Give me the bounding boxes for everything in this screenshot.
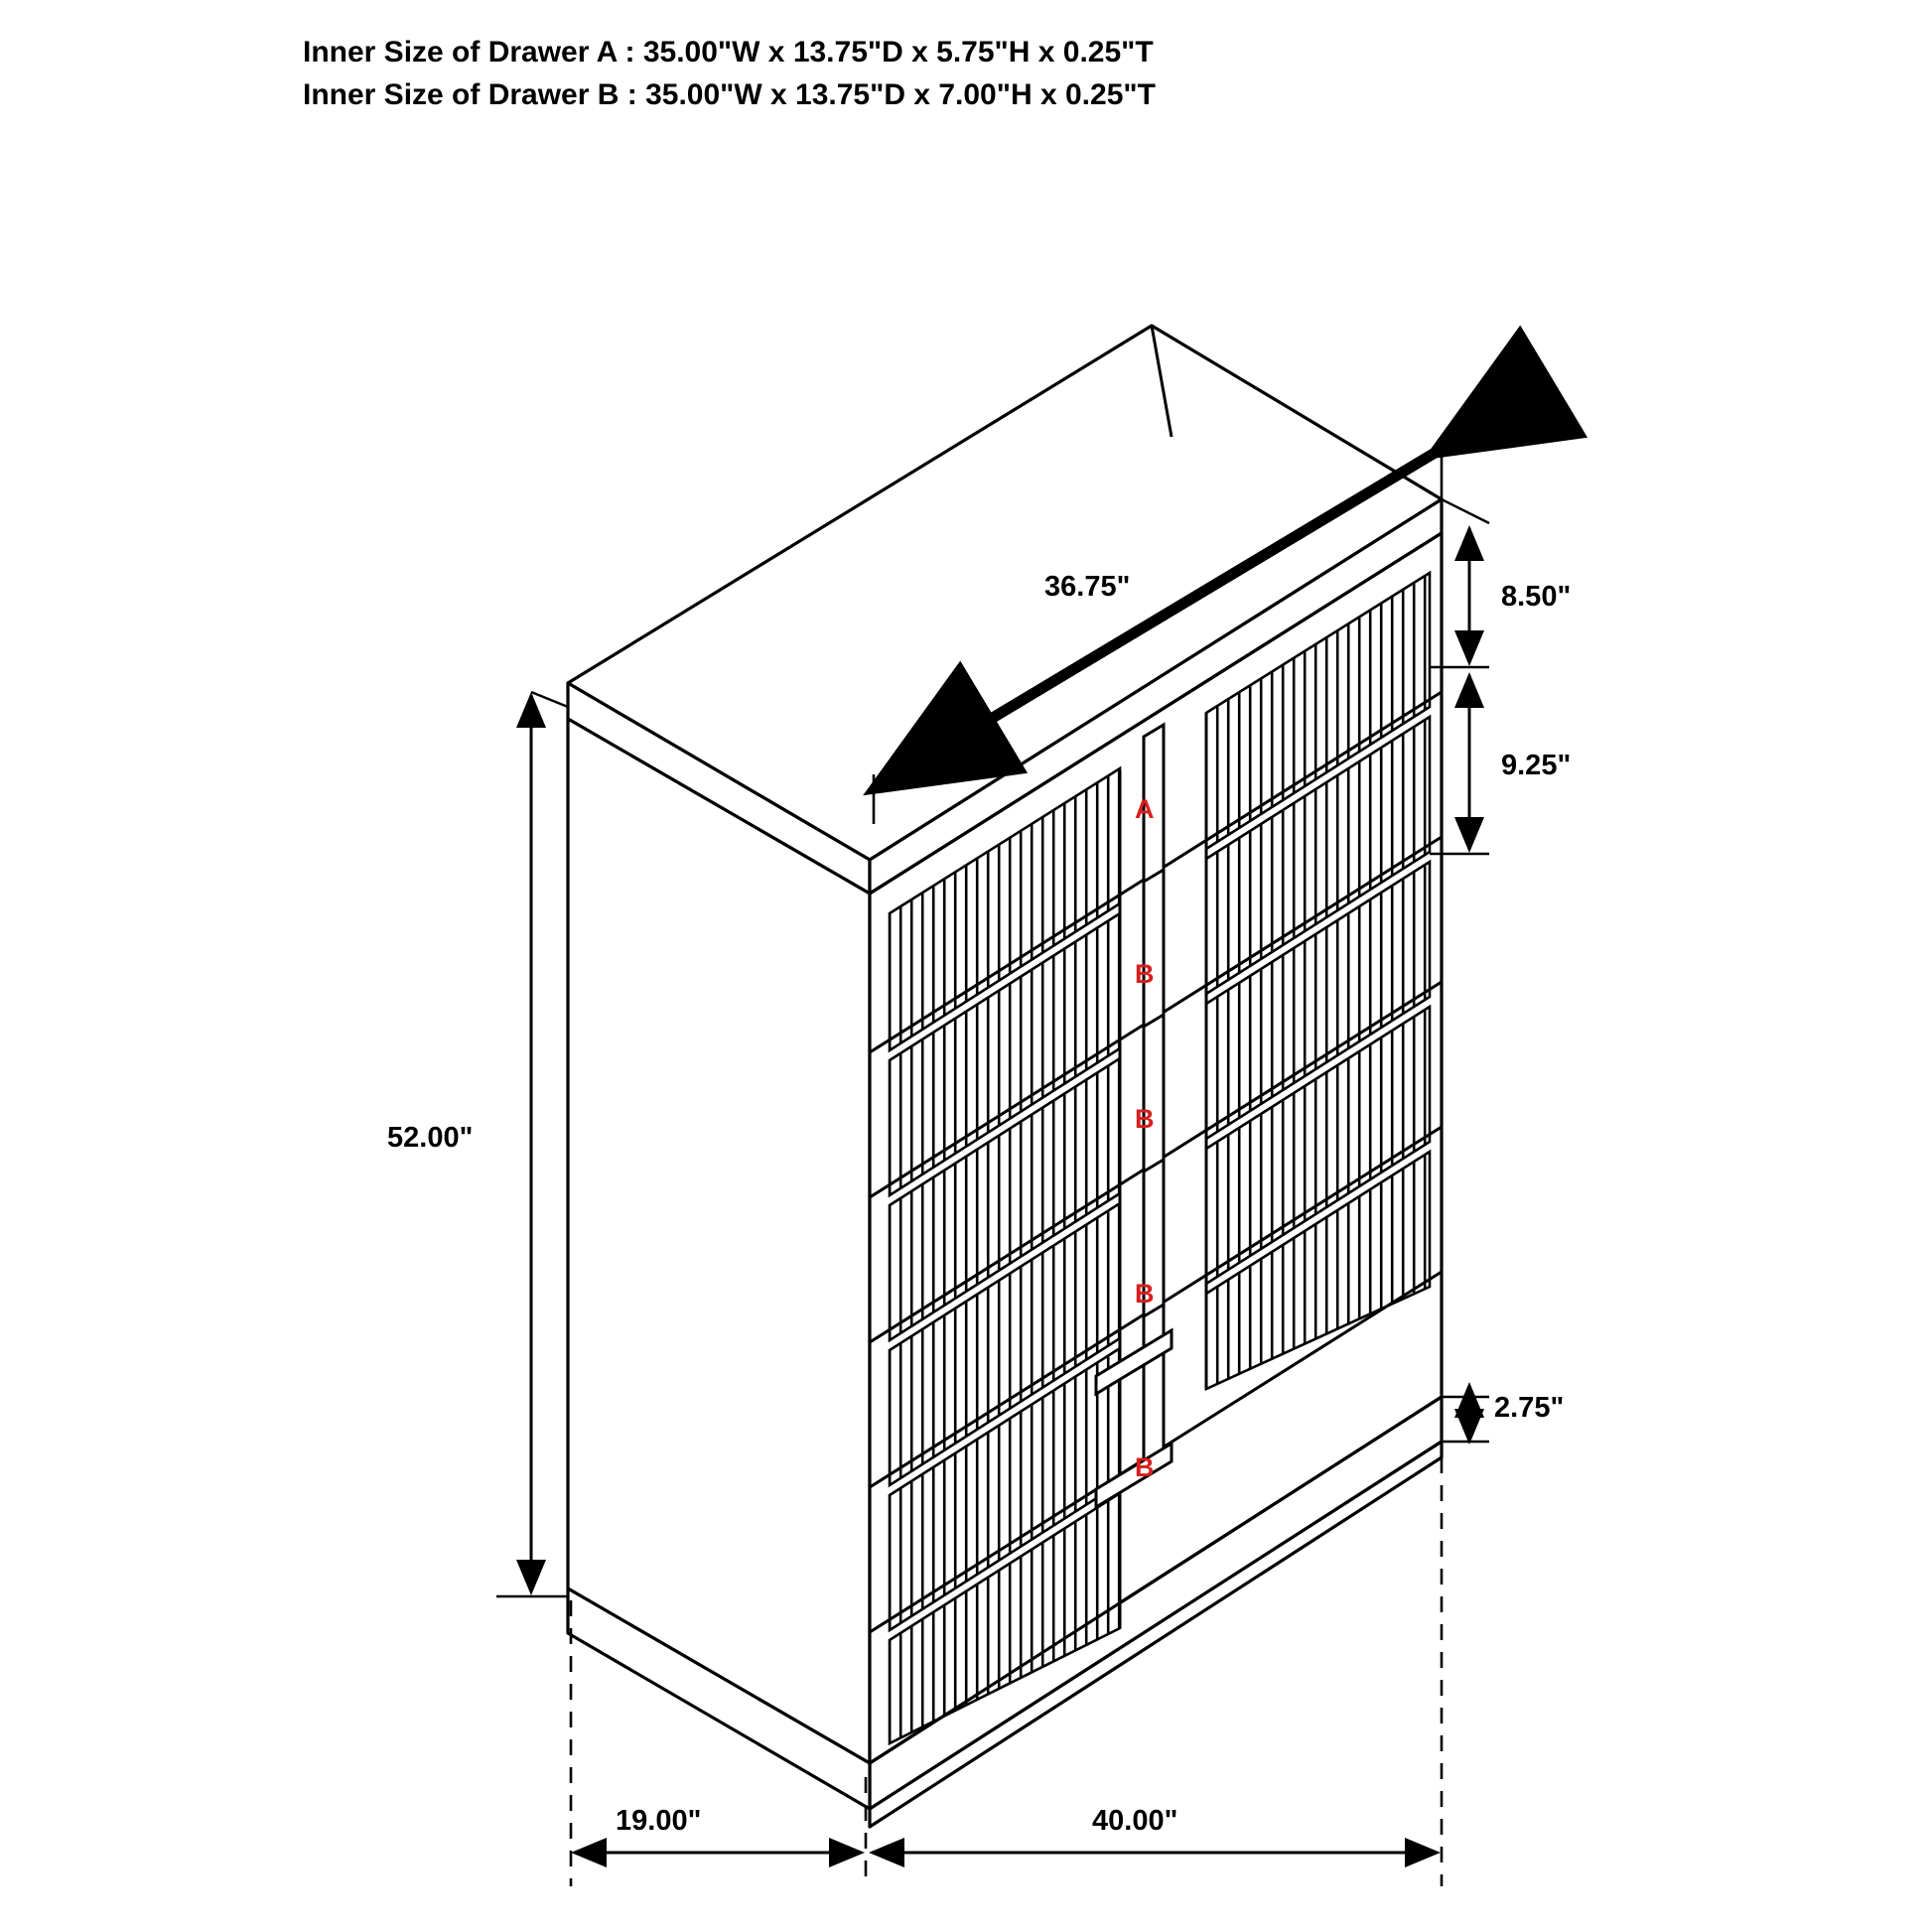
drawer-label-b1: B <box>1135 959 1155 989</box>
dimension-label-width-bottom: 40.00" <box>1092 1805 1178 1837</box>
drawer-label-b2: B <box>1135 1104 1155 1134</box>
dimension-label-top-section: 8.50" <box>1501 581 1572 613</box>
spec-line-drawer-b: Inner Size of Drawer B : 35.00"W x 13.75"D x 7.00"H x 0.25"T <box>303 77 1156 111</box>
dimension-label-base-section: 2.75" <box>1494 1392 1565 1424</box>
drawer-label-a: A <box>1135 794 1155 824</box>
handle-drawer-b1 <box>1144 870 1164 1029</box>
handle-drawer-b4 <box>1144 1305 1164 1463</box>
dimension-total-height <box>496 692 568 1596</box>
cabinet-left-side-panel <box>568 719 870 1763</box>
dimension-label-depth-bottom: 19.00" <box>616 1805 702 1837</box>
handle-drawer-b2 <box>1144 1015 1164 1173</box>
dimension-label-total-height: 52.00" <box>387 1122 474 1154</box>
drawer-label-b3: B <box>1135 1279 1155 1309</box>
dimension-label-top-depth: 36.75" <box>1044 571 1131 603</box>
dimension-label-drawer-section: 9.25" <box>1501 750 1572 781</box>
spec-line-drawer-a: Inner Size of Drawer A : 35.00"W x 13.75"D x 5.75"H x 0.25"T <box>303 36 1154 69</box>
drawer-label-b4: B <box>1135 1452 1155 1482</box>
